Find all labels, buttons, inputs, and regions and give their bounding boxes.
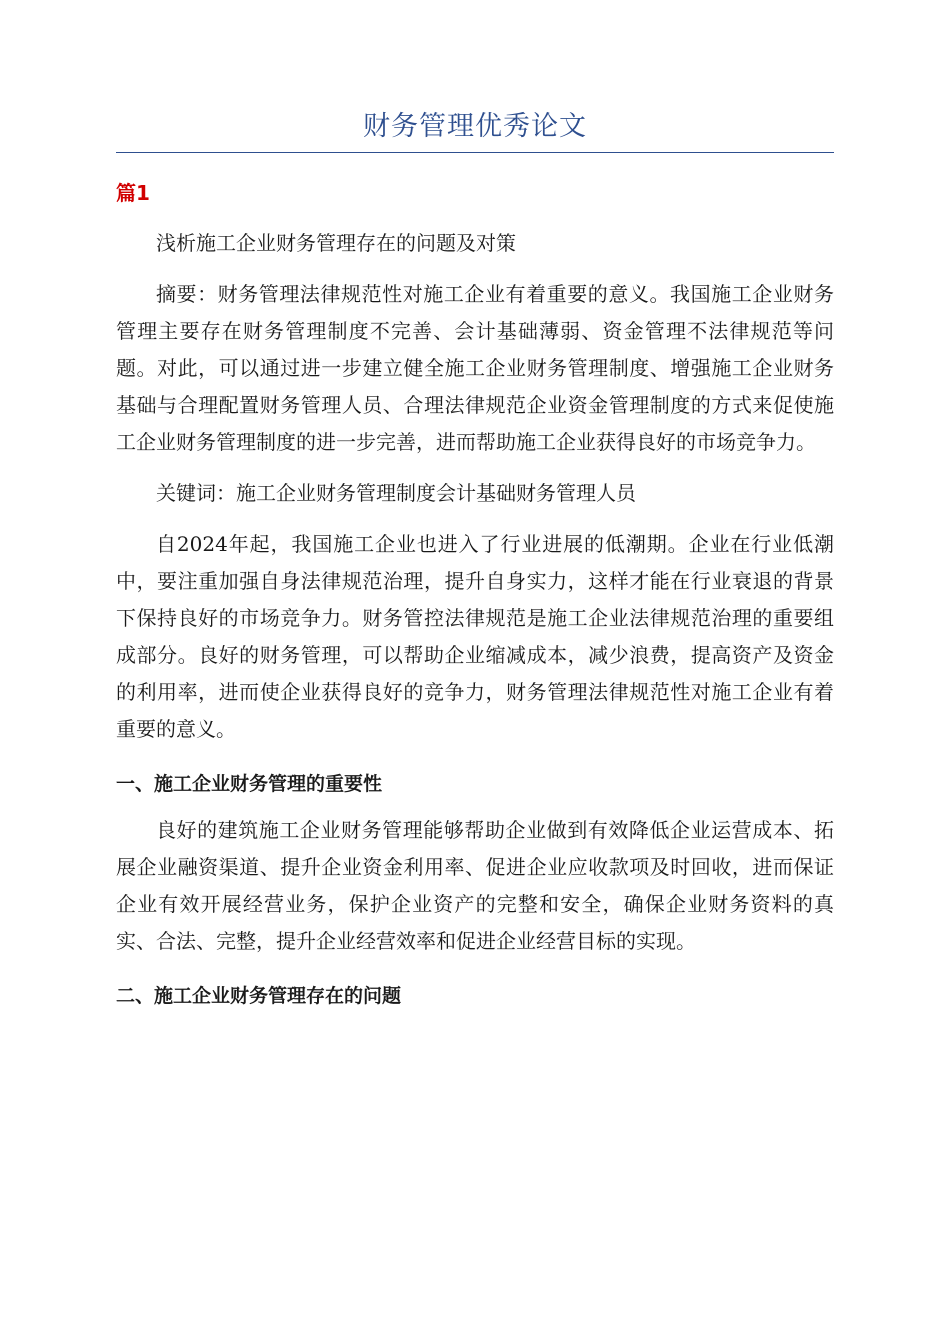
title-underline: [116, 152, 834, 153]
document-title: 财务管理优秀论文: [363, 111, 587, 142]
intro-paragraph: 自2024年起，我国施工企业也进入了行业进展的低潮期。企业在行业低潮中，要注重加强自身法律规范治理，提升自身实力，这样才能在行业衰退的背景下保持良好的市场竞争力。财务管控法律规范是施工企业法律规范治理的重要组成部分。良好的财务管理，可以帮助企业缩减成本，减少浪费，提高资产及资金的利用率，进而使企业获得良好的竞争力，财务管理法律规范性对施工企业有着重要的意义。: [116, 532, 834, 741]
article-subtitle: 浅析施工企业财务管理存在的问题及对策: [156, 231, 516, 255]
document-page: [116, 108, 834, 1024]
section-heading-1: 一、施工企业财务管理的重要性: [116, 773, 383, 795]
keywords-paragraph: 关键词：施工企业财务管理制度会计基础财务管理人员: [156, 481, 636, 505]
section-label: 篇1: [116, 181, 150, 205]
section-heading-2: 二、施工企业财务管理存在的问题: [116, 985, 402, 1007]
abstract-paragraph: 摘要：财务管理法律规范性对施工企业有着重要的意义。我国施工企业财务管理主要存在财务管理制度不完善、会计基础薄弱、资金管理不法律规范等问题。对此，可以通过进一步建立健全施工企业财务管理制度、增强施工企业财务基础与合理配置财务管理人员、合理法律规范企业资金管理制度的方式来促使施工企业财务管理制度的进一步完善，进而帮助施工企业获得良好的市场竞争力。: [116, 282, 834, 454]
body-paragraph-1: 良好的建筑施工企业财务管理能够帮助企业做到有效降低企业运营成本、拓展企业融资渠道、提升企业资金利用率、促进企业应收款项及时回收，进而保证企业有效开展经营业务，保护企业资产的完整和安全，确保企业财务资料的真实、合法、完整，提升企业经营效率和促进企业经营目标的实现。: [116, 818, 834, 953]
